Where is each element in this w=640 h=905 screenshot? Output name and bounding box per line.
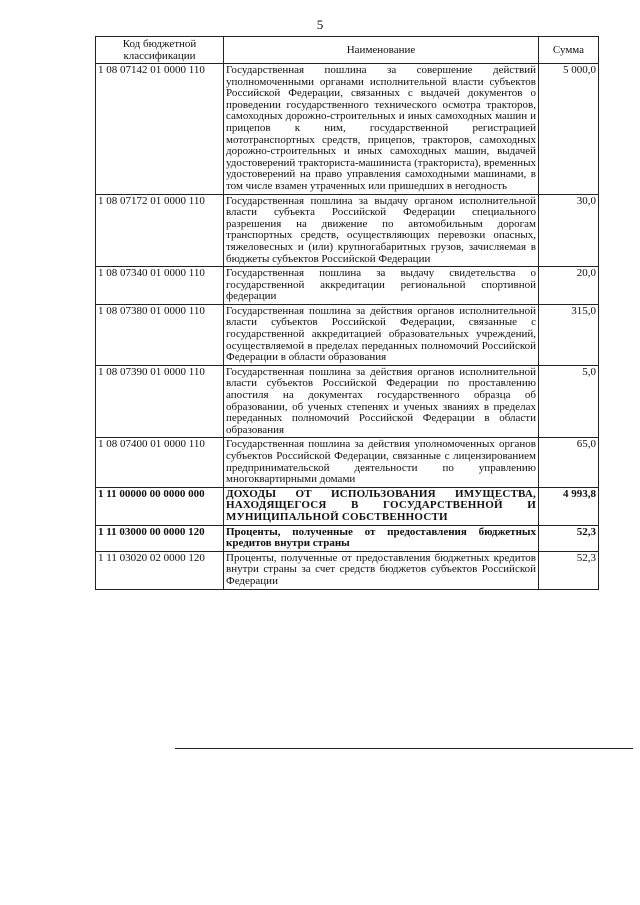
row-name: Проценты, полученные от предоставления бюджетных кредитов внутри страны за счет средств бюджетов субъектов Российской Федерации xyxy=(224,551,539,589)
row-code: 1 11 00000 00 0000 000 xyxy=(96,487,224,525)
row-code: 1 08 07390 01 0000 110 xyxy=(96,365,224,438)
row-code: 1 08 07400 01 0000 110 xyxy=(96,438,224,487)
row-amount: 315,0 xyxy=(539,304,599,365)
table-row xyxy=(96,194,599,267)
table-row xyxy=(96,438,599,487)
table-row xyxy=(96,304,599,365)
header-amount: Сумма xyxy=(539,37,599,64)
table-row xyxy=(96,267,599,305)
page-number: 5 xyxy=(316,17,324,32)
table-row-subtotal xyxy=(96,525,599,551)
row-name: Государственная пошлина за действия органов исполнительной власти субъектов Российской Федерации, связанные с государственной аккредитацией образовательных учреждений, осуществляемой в пределах переданных полномочий Российской Федерации в области образования xyxy=(224,304,539,365)
table-row-section-total xyxy=(96,487,599,525)
row-code: 1 08 07340 01 0000 110 xyxy=(96,267,224,305)
row-name: Проценты, полученные от предоставления бюджетных кредитов внутри страны xyxy=(224,525,539,551)
row-amount: 52,3 xyxy=(539,551,599,589)
row-amount: 20,0 xyxy=(539,267,599,305)
row-name: Государственная пошлина за совершение действий уполномоченными органами исполнительной власти субъектов Российской Федерации, связанных с выдачей документов о проведении государственного технического осмотра тракторов, самоходных дорожно-строительных и иных самоходных машин и прицепов к ним, государственной регистрацией мототранспортных средств, прицепов, тракторов, самоходных дорожно-строительных и иных самоходных машин, выдачей удостоверений тракториста-машиниста (тракториста), временных удостоверений на право управления самоходными машинами, в том числе взамен утраченных или пришедших в негодность xyxy=(224,64,539,195)
row-amount: 65,0 xyxy=(539,438,599,487)
row-name: Государственная пошлина за действия уполномоченных органов субъектов Российской Федерации, связанные с лицензированием предпринимательской деятельности по управлению многоквартирными домами xyxy=(224,438,539,487)
table-header-row xyxy=(96,37,599,64)
table-row xyxy=(96,365,599,438)
row-amount: 5,0 xyxy=(539,365,599,438)
footer-divider xyxy=(175,748,633,749)
row-amount: 5 000,0 xyxy=(539,64,599,195)
header-name: Наименование xyxy=(224,37,539,64)
row-amount: 30,0 xyxy=(539,194,599,267)
row-amount: 52,3 xyxy=(539,525,599,551)
row-name: ДОХОДЫ ОТ ИСПОЛЬЗОВАНИЯ ИМУЩЕСТВА, НАХОДЯЩЕГОСЯ В ГОСУДАРСТВЕННОЙ И МУНИЦИПАЛЬНОЙ СОБСТВЕННОСТИ xyxy=(224,487,539,525)
row-name: Государственная пошлина за выдачу свидетельства о государственной аккредитации региональной спортивной федерации xyxy=(224,267,539,305)
table-row xyxy=(96,551,599,589)
header-code: Код бюджетной классификации xyxy=(96,37,224,64)
row-code: 1 08 07142 01 0000 110 xyxy=(96,64,224,195)
row-name: Государственная пошлина за выдачу органом исполнительной власти субъекта Российской Федерации специального разрешения на движение по автомобильным дорогам транспортных средств, осуществляющих перевозки опасных, тяжеловесных и (или) крупногабаритных грузов, зачисляемая в бюджеты субъектов Российской Федерации xyxy=(224,194,539,267)
row-code: 1 11 03020 02 0000 120 xyxy=(96,551,224,589)
table-row xyxy=(96,64,599,195)
row-code: 1 11 03000 00 0000 120 xyxy=(96,525,224,551)
budget-classification-table xyxy=(95,36,599,590)
row-code: 1 08 07172 01 0000 110 xyxy=(96,194,224,267)
row-code: 1 08 07380 01 0000 110 xyxy=(96,304,224,365)
row-amount: 4 993,8 xyxy=(539,487,599,525)
row-name: Государственная пошлина за действия органов исполнительной власти субъектов Российской Федерации по проставлению апостиля на документах государственного образца об образовании, об ученых степенях и ученых званиях в пределах переданных полномочий Российской Федерации в области образования xyxy=(224,365,539,438)
